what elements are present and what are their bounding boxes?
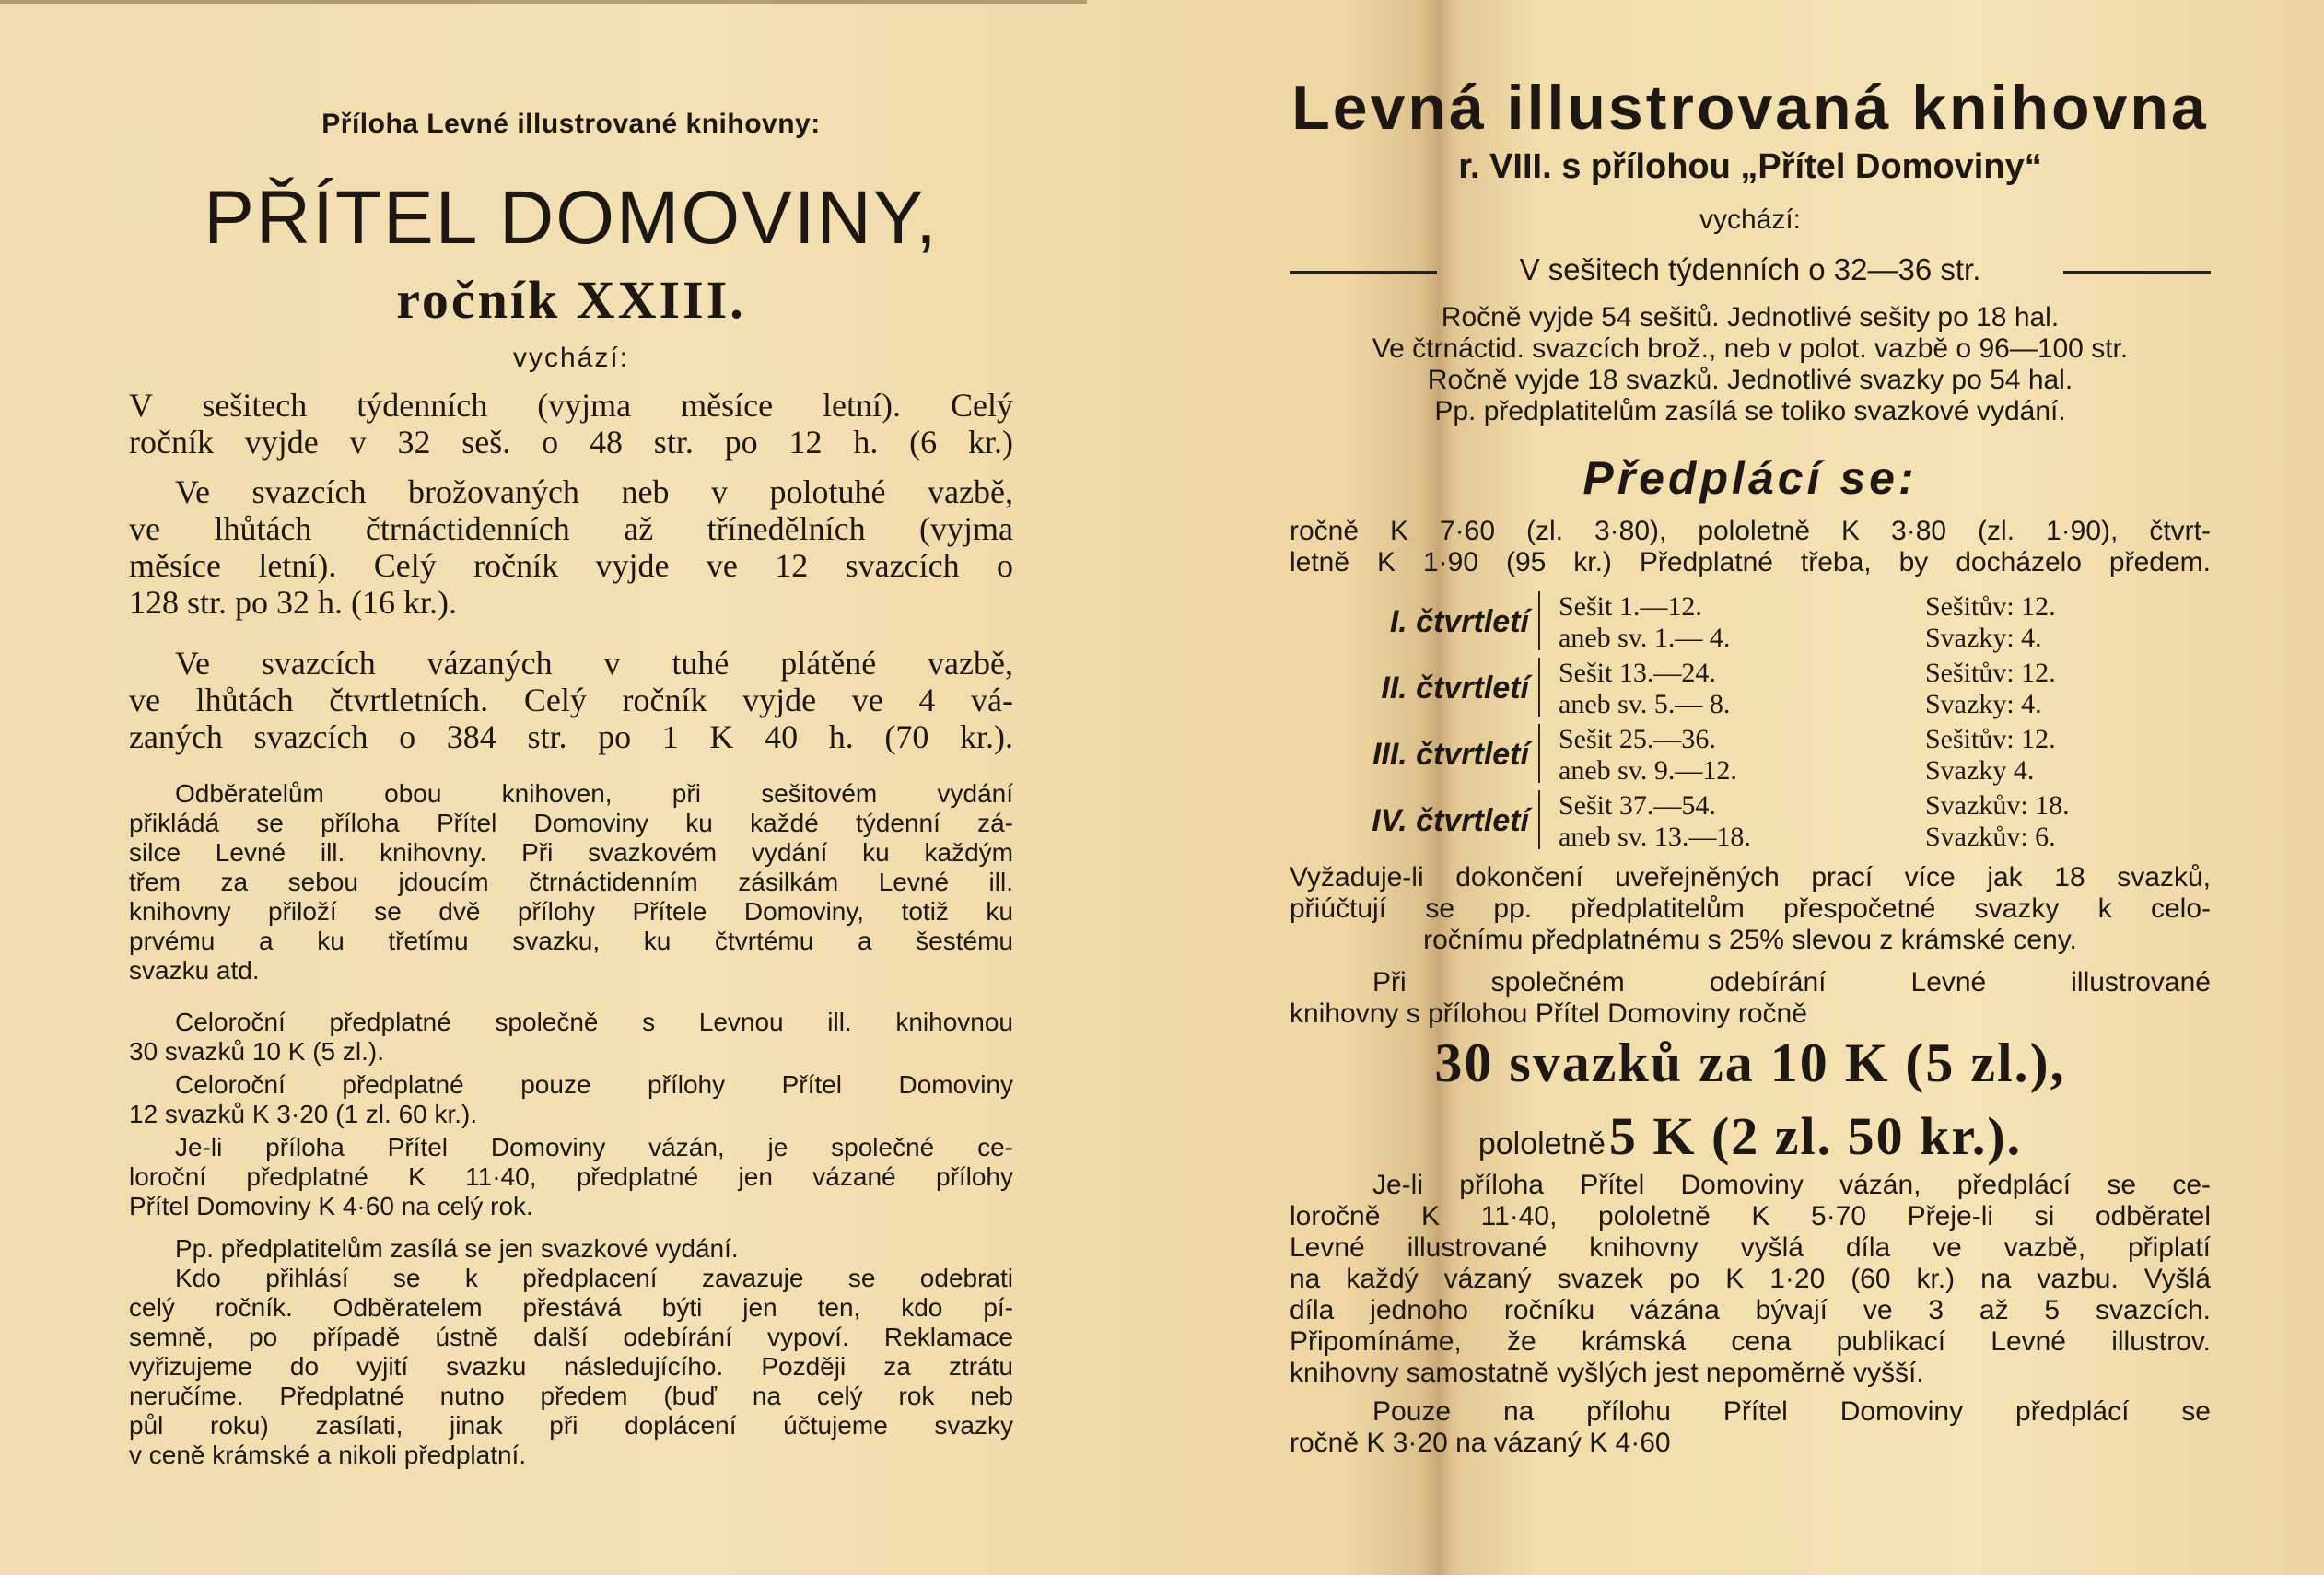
right-title: Levná illustrovaná knihovna [1291,73,2209,143]
text-line: Ročně vyjde 18 svazků. Jednotlivé svazky po 54 hal. [1427,365,2073,395]
left-issued: vychází: [512,343,630,373]
quarter-label: III. čtvrtletí [1372,737,1529,772]
text-line: přikládá se příloha Přítel Domoviny ku každé týdenní zá- [129,809,1013,837]
right-subtitle: r. VIII. s přílohou „Přítel Domoviny“ [1458,147,2042,186]
text-line: loroční předplatné K 11·40, předplatné jen vázané přílohy [129,1162,1013,1191]
text-line: třem za sebou jdoucím čtrnáctidenním zásilkám Levné ill. [129,868,1013,896]
left-para-weekly [129,387,1013,461]
quarter-row [1290,658,2211,722]
weekly-line [1290,252,2211,289]
text-line: Sešit 1.—12. [1559,591,1702,622]
text-line: Sešitův: 12. [1925,724,2056,754]
text-line: Je-li příloha Přítel Domoviny vázán, předplácí se ce- [1372,1170,2211,1200]
text-line: Ve svazcích vázaných v tuhé plátěné vazbě, [175,645,1013,682]
left-para-subscribers [129,779,1013,986]
quarter-label: II. čtvrtletí [1381,671,1529,706]
offer-half-year [1290,1105,2211,1167]
text-line: aneb sv. 13.—18. [1559,822,1751,852]
right-only [1290,1396,2211,1459]
left-para-supplement-price [129,1070,1013,1129]
offer-half-amount: 5 K (2 zl. 50 kr.). [1608,1106,2023,1166]
quarter-row [1290,724,2211,788]
text-line: Sešitův: 12. [1925,658,2056,688]
brace [1538,591,1549,650]
text-line: Ročně vyjde 54 sešitů. Jednotlivé sešity po 18 hal. [1441,302,2060,332]
text-line: Vyžaduje-li dokončení uveřejněných prací více jak 18 svazků, [1290,862,2211,892]
quarter-issues [1559,658,1780,720]
right-info [1290,302,2211,427]
text-line: Odběratelům obou knihoven, při sešitovém vydání [175,779,1013,808]
text-line: neručíme. Předplatné nutno předem (buď na celý rok neb [129,1382,1013,1410]
quarter-counts [1925,724,2109,787]
text-line: Je-li příloha Přítel Domoviny vázán, je společné ce- [175,1133,1013,1161]
text-line: aneb sv. 5.— 8. [1559,689,1731,719]
text-line: knihovny samostatně vyšlých jest nepoměrně vyšší. [1290,1358,1924,1388]
left-title: PŘÍTEL DOMOVINY, [204,176,939,260]
text-line: Svazkův: 18. [1925,790,2070,821]
left-para-joint-price [129,1008,1013,1067]
text-line: vyřizujeme do vyjití svazku následujícího. Později za ztrátu [129,1352,1013,1381]
text-line: půl roku) zasílati, jinak při doplácení účtujeme svazky [129,1411,1013,1440]
brace [1538,724,1549,783]
text-line: Kdo přihlásí se k předplacení zavazuje se odebrati [175,1264,1013,1292]
text-line: 30 svazků 10 K (5 zl.). [129,1037,385,1066]
text-line: přiúčtují se pp. předplatitelům přespočetné svazky k celo- [1290,893,2211,924]
right-price [1290,516,2211,578]
right-extra [1290,862,2211,956]
right-joint [1290,967,2211,1030]
left-para-terms [129,1234,1013,1470]
left-para-bound [129,645,1013,755]
quarter-counts [1925,658,2109,720]
text-line: Přítel Domoviny K 4·60 na celý rok. [129,1192,533,1220]
text-line: letně K 1·90 (95 kr.) Předplatné třeba, by docházelo předem. [1290,547,2211,578]
left-page [129,0,1013,1575]
text-line: ve lhůtách čtrnáctidenních až třínedělních (vyjma [129,510,1013,547]
text-line: Celoroční předplatné společně s Levnou ill. knihovnou [175,1008,1013,1036]
text-line: svazku atd. [129,956,260,985]
text-line: na každý vázaný svazek po K 1·20 (60 kr.) na vazbu. Vyšlá [1290,1264,2211,1294]
quarter-row [1290,790,2211,855]
right-issued: vychází: [1699,204,1802,235]
text-line: ve lhůtách čtvrtletních. Celý ročník vyjde ve 4 vá- [129,682,1013,718]
text-line: Celoroční předplatné pouze přílohy Přítel Domoviny [175,1070,1013,1099]
text-line: semně, po případě ústně další odebírání vypoví. Reklamace [129,1323,1013,1351]
subscribe-heading: Předplácí se: [1582,452,1918,504]
text-line: V sešitech týdenních (vyjma měsíce letní). Celý [129,387,1013,424]
quarter-issues [1559,790,1780,853]
text-line: Pp. předplatitelům zasílá se toliko svazkové vydání. [1434,396,2066,426]
weekly-text: V sešitech týdenních o 32—36 str. [1519,252,1981,286]
quarter-label: IV. čtvrtletí [1372,803,1529,838]
text-line: měsíce letní). Celý ročník vyjde ve 12 svazcích o [129,547,1013,584]
text-line: Sešit 13.—24. [1559,658,1716,688]
text-line: Svazky: 4. [1925,623,2042,653]
left-para-paperback [129,473,1013,621]
text-line: v ceně krámské a nikoli předplatní. [129,1441,527,1469]
divider-rule [2063,271,2211,274]
offer-half-label: pololetně [1477,1126,1606,1161]
quarter-issues [1559,724,1780,787]
quarter-counts [1925,790,2109,853]
text-line: aneb sv. 9.—12. [1559,755,1737,786]
text-line: Svazkův: 6. [1925,822,2056,852]
text-line: ročně K 3·20 na vázaný K 4·60 [1290,1428,1671,1458]
text-line: zaných svazcích o 384 str. po 1 K 40 h. (70 kr.). [129,718,1013,755]
text-line: Pouze na přílohu Přítel Domoviny předplácí se [1372,1396,2211,1427]
right-page [1290,0,2211,1575]
text-line: Ve čtrnáctid. svazcích brož., neb v polot. vazbě o 96—100 str. [1372,333,2129,364]
text-line: Při společném odebírání Levné illustrované [1372,967,2211,998]
left-para-bound-price [129,1133,1013,1221]
text-line: knihovny přiloží se dvě přílohy Přítele Domoviny, totiž ku [129,897,1013,926]
text-line: ročně K 7·60 (zl. 3·80), pololetně K 3·80 (zl. 1·90), čtvrt- [1290,516,2211,546]
text-line: Sešit 37.—54. [1559,790,1716,821]
right-bound [1290,1170,2211,1389]
text-line: díla jednoho ročníku vázána bývají ve 3 až 5 svazcích. [1290,1295,2211,1325]
quarter-issues [1559,591,1780,654]
text-line: Levné illustrované knihovny vyšlá díla ve vazbě, připlatí [1290,1232,2211,1263]
text-line: Sešit 25.—36. [1559,724,1716,754]
quarter-counts [1925,591,2109,654]
text-line: Sešitův: 12. [1925,591,2056,622]
quarter-row [1290,591,2211,656]
text-line: silce Levné ill. knihovny. Při svazkovém vydání ku každým [129,838,1013,867]
text-line: Svazky 4. [1925,755,2035,786]
offer-annual: 30 svazků za 10 K (5 zl.), [1434,1032,2066,1093]
text-line: aneb sv. 1.— 4. [1559,623,1731,653]
quarter-label: I. čtvrtletí [1389,604,1529,639]
brace [1538,790,1549,849]
left-year: ročník XXIII. [396,270,746,330]
brace [1538,658,1549,717]
divider-rule [1290,271,1437,274]
text-line: prvému a ku třetímu svazku, ku čtvrtému a šestému [129,927,1013,955]
text-line: knihovny s přílohou Přítel Domoviny ročně [1290,998,1807,1029]
text-line: Ve svazcích brožovaných neb v polotuhé vazbě, [175,473,1013,510]
text-line: loročně K 11·40, pololetně K 5·70 Přeje-li si odběratel [1290,1201,2211,1231]
text-line: Pp. předplatitelům zasílá se jen svazkové vydání. [175,1234,739,1263]
text-line: Svazky: 4. [1925,689,2042,719]
text-line: ročnímu předplatnému s 25% slevou z krámské ceny. [1423,925,2077,955]
text-line: ročník vyjde v 32 seš. o 48 str. po 12 h. (6 kr.) [129,424,1013,461]
text-line: 12 svazků K 3·20 (1 zl. 60 kr.). [129,1100,478,1128]
left-subtitle: Příloha Levné illustrované knihovny: [321,109,821,139]
text-line: 128 str. po 32 h. (16 kr.). [129,584,457,621]
text-line: Připomínáme, že krámská cena publikací Levné illustrov. [1290,1326,2211,1357]
text-line: celý ročník. Odběratelem přestává býti jen ten, kdo pí- [129,1293,1013,1322]
